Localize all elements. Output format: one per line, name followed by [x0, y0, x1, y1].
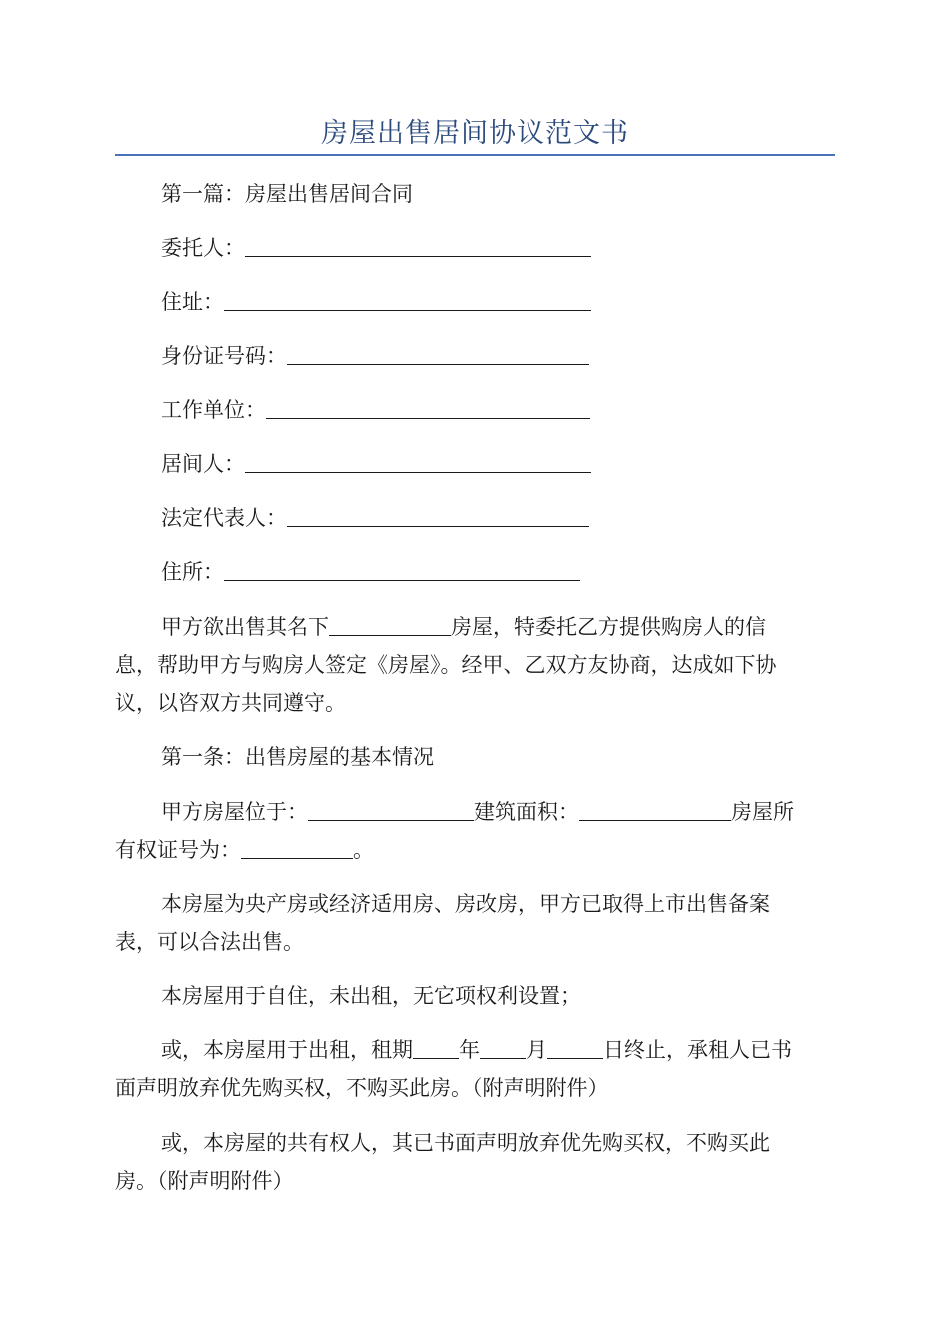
fill-blank[interactable] [329, 609, 451, 636]
text-run: 日终止，承租人已书 [603, 1038, 792, 1062]
fill-blank[interactable] [287, 338, 589, 365]
fill-blank[interactable] [266, 392, 590, 419]
field-employer [115, 391, 835, 429]
document-title: 房屋出售居间协议范文书 [321, 118, 629, 149]
fill-blank[interactable] [308, 794, 474, 821]
location-line-2 [115, 831, 835, 869]
text-run: 有权证号为： [115, 838, 241, 862]
field-label: 住所： [161, 560, 224, 584]
article-heading: 第一条：出售房屋的基本情况 [161, 745, 434, 769]
co-owner-line-2: 房。（附声明附件） [115, 1169, 294, 1193]
fill-blank[interactable] [224, 284, 591, 311]
fill-blank[interactable] [480, 1032, 526, 1059]
field-broker [115, 445, 835, 483]
field-label: 工作单位： [161, 398, 266, 422]
text-run: 。 [353, 838, 374, 862]
field-id-number [115, 337, 835, 375]
rent-line-2: 面声明放弃优先购买权，不购买此房。（附声明附件） [115, 1076, 609, 1100]
field-label: 住址： [161, 290, 224, 314]
text-run: 甲方欲出售其名下 [161, 615, 329, 639]
fill-blank[interactable] [579, 794, 731, 821]
fill-blank[interactable] [245, 230, 591, 257]
field-label: 委托人： [161, 236, 245, 260]
fill-blank[interactable] [224, 554, 580, 581]
text-run: 月 [526, 1038, 547, 1062]
field-client [115, 229, 835, 267]
field-address [115, 283, 835, 321]
section-heading: 第一篇：房屋出售居间合同 [161, 182, 413, 206]
status-line-2: 表，可以合法出售。 [115, 930, 304, 954]
fill-blank[interactable] [245, 446, 591, 473]
location-paragraph [115, 793, 835, 831]
field-residence [115, 553, 835, 591]
text-run: 建筑面积： [474, 800, 579, 824]
field-label: 身份证号码： [161, 344, 287, 368]
text-run: 房屋所 [731, 800, 794, 824]
text-run: 房屋，特委托乙方提供购房人的信 [451, 615, 766, 639]
intro-paragraph [115, 608, 835, 646]
self-use-paragraph: 本房屋用于自住，未出租，无它项权利设置； [161, 984, 581, 1008]
status-paragraph: 本房屋为央产房或经济适用房、房改房，甲方已取得上市出售备案 [161, 892, 770, 916]
text-run: 甲方房屋位于： [161, 800, 308, 824]
text-run: 或，本房屋用于出租，租期 [161, 1038, 413, 1062]
field-legal-rep [115, 499, 835, 537]
rent-paragraph [115, 1031, 835, 1069]
intro-line-3: 议，以咨双方共同遵守。 [115, 691, 346, 715]
field-label: 居间人： [161, 452, 245, 476]
fill-blank[interactable] [413, 1032, 459, 1059]
field-label: 法定代表人： [161, 506, 287, 530]
fill-blank[interactable] [241, 832, 353, 859]
fill-blank[interactable] [287, 500, 589, 527]
fill-blank[interactable] [547, 1032, 603, 1059]
text-run: 年 [459, 1038, 480, 1062]
title-underline [115, 154, 835, 156]
co-owner-paragraph: 或，本房屋的共有权人，其已书面声明放弃优先购买权，不购买此 [161, 1131, 770, 1155]
intro-line-2: 息，帮助甲方与购房人签定《房屋》。经甲、乙双方友协商，达成如下协 [115, 653, 777, 677]
